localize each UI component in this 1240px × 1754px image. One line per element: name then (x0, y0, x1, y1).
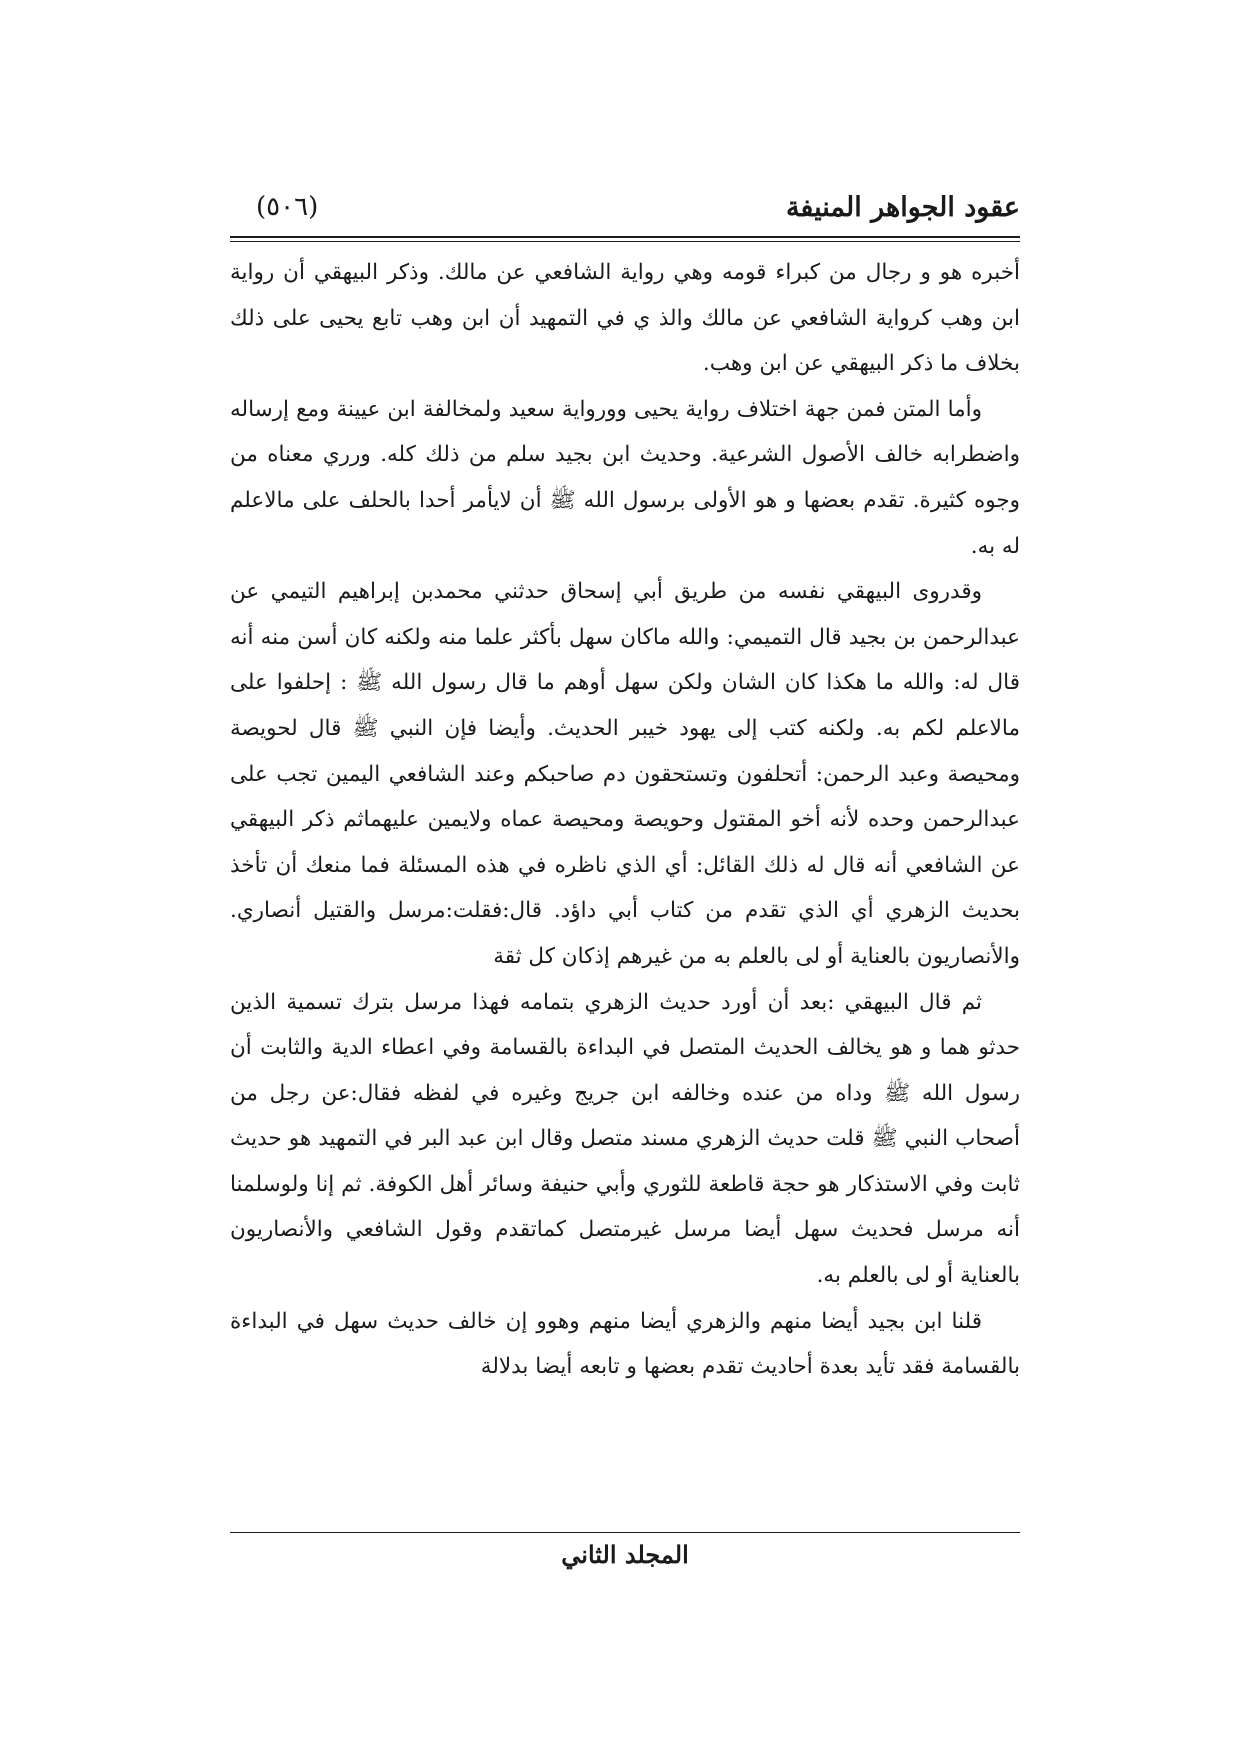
paragraph: ثم قال البيهقي :بعد أن أورد حديث الزهري بتمامه فهذا مرسل بترك تسمية الذين حدثو هما و هو يخالف الحديث المتصل في البداءة بالقسامة وفي اعطاء الدية والثابت أن رسول الله ﷺ وداه من عنده وخالفه ابن جريج وغيره في لفظه فقال:عن رجل من أصحاب النبي ﷺ قلت حديث الزهري مسند متصل وقال ابن عبد البر في التمهيد هو حديث ثابت وفي الاستذكار هو حجة قاطعة للثوري وأبي حنيفة وسائر أهل الكوفة. ثم إنا ولوسلمنا أنه مرسل فحديث سهل أيضا مرسل غيرمتصل كماتقدم وقول الشافعي والأنصاريون بالعناية أو لى بالعلم به. (230, 989, 1021, 1289)
header-rule-thick (230, 236, 1020, 238)
paragraph: قلنا ابن بجيد أيضا منهم والزهري أيضا منهم وهوو إن خالف حديث سهل في البداءة بالقسامة فقد تأيد بعدة أحاديث تقدم بعضها و تابعه أيضا بدلالة (230, 1308, 1020, 1380)
footer-rule (230, 1532, 1020, 1533)
header-rule-thin (230, 241, 1020, 242)
page-number: (٥٠٦) (256, 192, 319, 222)
paragraph: أخبره هو و رجال من كبراء قومه وهي رواية الشافعي عن مالك. وذكر البيهقي أن رواية ابن وهب كرواية الشافعي عن مالك والذ ي في التمهيد أن ابن وهب تابع يحيى على ذلك بخلاف ما ذكر البيهقي عن ابن وهب. (230, 260, 1020, 377)
paragraph: وقدروى البيهقي نفسه من طريق أبي إسحاق حدثني محمدبن إبراهيم التيمي عن عبدالرحمن بن بجيد قال التميمي: والله ماكان سهل بأكثر علما منه ولكنه كان أسن منه أنه قال له: والله ما هكذا كان الشان ولكن سهل أوهم ما قال رسول الله ﷺ : إحلفوا على مالاعلم لكم به. ولكنه كتب إلى يهود خيبر الحديث. وأيضا فإن النبي ﷺ قال لحويصة ومحيصة وعبد الرحمن: أتحلفون وتستحقون دم صاحبكم وعند الشافعي اليمين تجب على عبدالرحمن وحده لأنه أخو المقتول وحويصة ومحيصة عماه ولايمين عليهماثم ذكر البيهقي عن الشافعي أنه قال له ذلك القائل: أي الذي ناظره في هذه المسئلة فما منعك أن تأخذ بحديث الزهري أي الذي تقدم من كتاب أبي داؤد. قال:فقلت:مرسل والقتيل أنصاري. والأنصاريون بالعناية أو لى بالعلم به من غيرهم إذكان كل ثقة (230, 579, 1020, 969)
main-text (230, 250, 1020, 1390)
paragraph: وأما المتن فمن جهة اختلاف رواية يحيى وورواية سعيد ولمخالفة ابن عيينة ومع إرساله واضطرابه خالف الأصول الشرعية. وحديث ابن بجيد سلم من ذلك كله. ورري معناه من وجوه كثيرة. تقدم بعضها و هو الأولى برسول الله ﷺ أن لايأمر أحدا بالحلف على مالاعلم له به. (230, 396, 1020, 559)
volume-label: المجلد الثاني (561, 1540, 689, 1569)
page-header (230, 188, 1020, 238)
running-title: عقود الجواهر المنيفة (785, 192, 1020, 223)
